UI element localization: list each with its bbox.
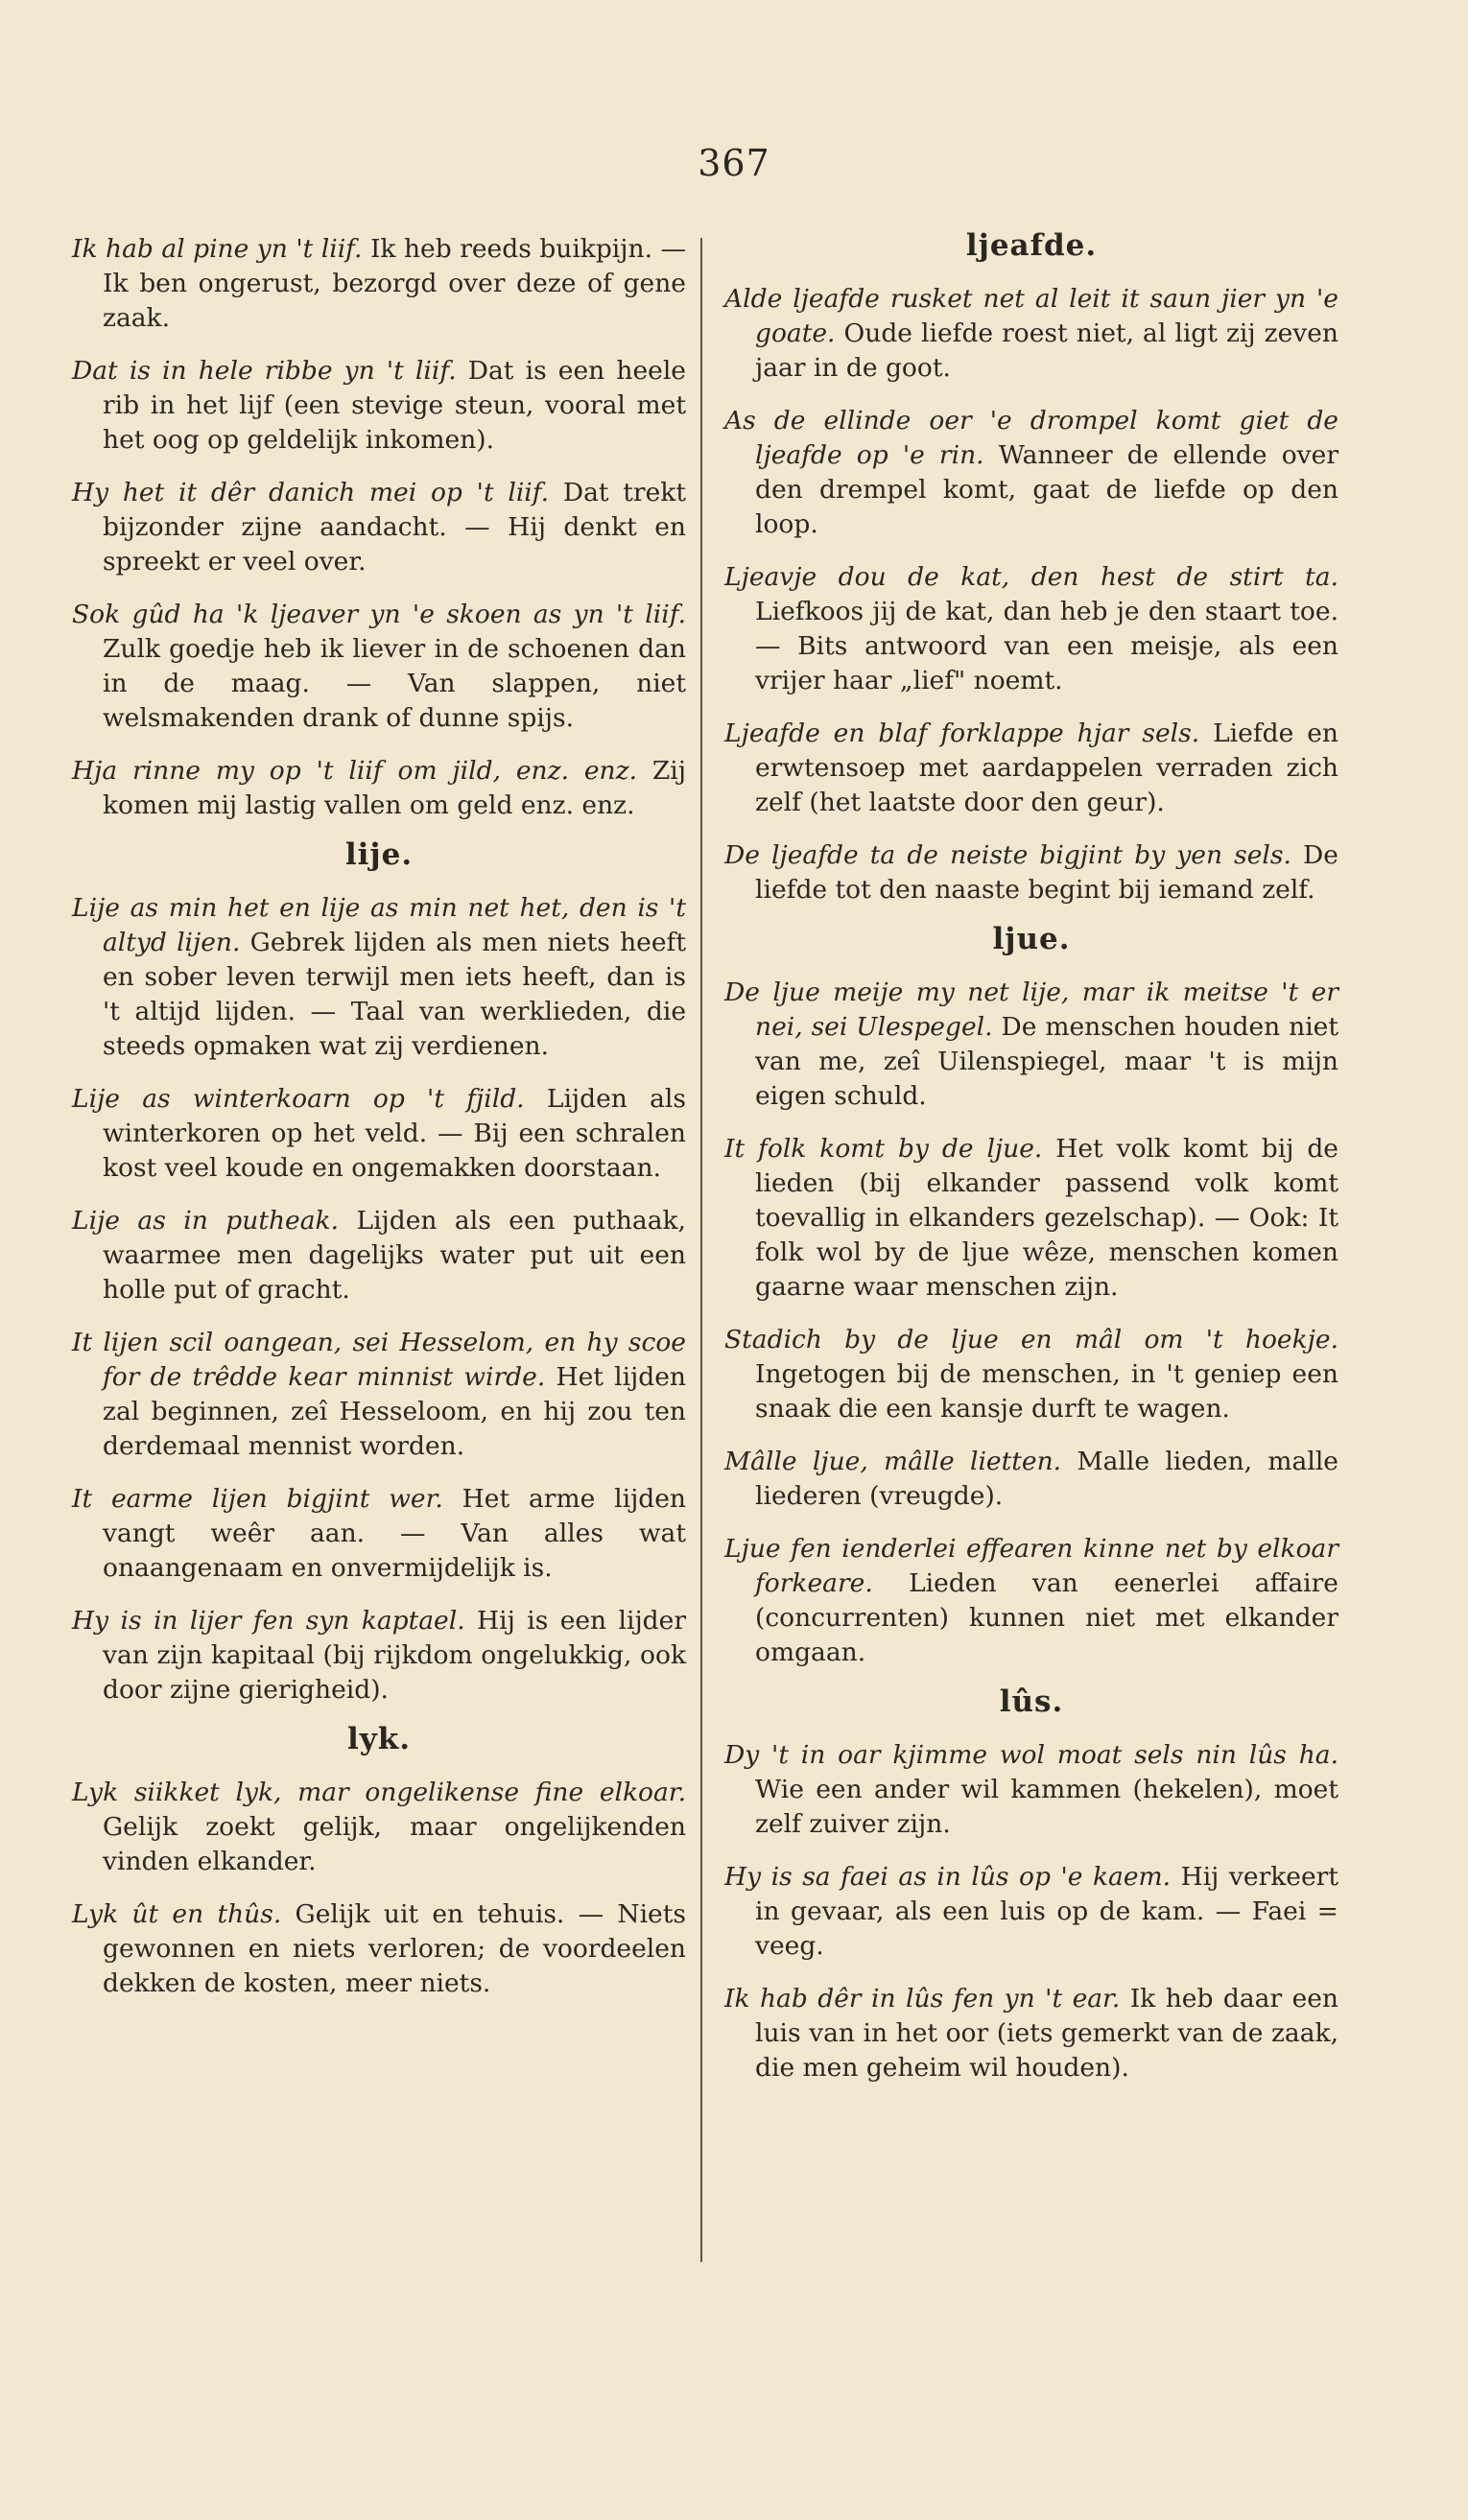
- dutch-translation: Ik heb daar een luis van in het oor (iets gemerkt van de zaak, die men geheim wil houden).: [755, 1984, 1339, 2083]
- proverb-entry: [72, 891, 686, 1064]
- frisian-proverb: Lyk ût en thûs.: [72, 1899, 282, 1929]
- frisian-proverb: Ljeavje dou de kat, den hest de stirt ta.: [724, 562, 1338, 592]
- frisian-proverb: Hy is in lijer fen syn kaptael.: [72, 1606, 465, 1636]
- proverb-entry: [72, 1082, 686, 1186]
- frisian-proverb: De ljue meije my net lije, mar ik meitse 't er nei, sei Ulespegel.: [724, 977, 1338, 1042]
- dutch-translation: Liefkoos jij de kat, dan heb je den staart toe. — Bits antwoord van een meisje, als een vrijer haar „lief" noemt.: [755, 597, 1338, 695]
- dutch-translation: De menschen houden niet van me, zeî Uilenspiegel, maar 't is mijn eigen schuld.: [755, 1012, 1338, 1111]
- dutch-translation: Lijden als winterkoren op het veld. — Bij een schralen kost veel koude en ongemakken doorstaan.: [103, 1084, 686, 1183]
- dutch-translation: Oude liefde roest niet, al ligt zij zeven jaar in de goot.: [755, 318, 1338, 383]
- dutch-translation: Wanneer de ellende over den drempel komt, gaat de liefde op den loop.: [755, 440, 1338, 539]
- proverb-entry: [72, 354, 686, 458]
- dutch-translation: Gelijk zoekt gelijk, maar ongelijkenden vinden elkander.: [103, 1812, 686, 1876]
- proverb-entry: [724, 1532, 1338, 1670]
- frisian-proverb: As de ellinde oer 'e drompel komt giet de ljeafde op 'e rin.: [724, 406, 1338, 470]
- dutch-translation: Dat is een heele rib in het lijf (een stevige steun, vooral met het oog op geldelijk inkomen).: [103, 356, 686, 455]
- dutch-translation: Liefde en erwtensoep met aardappelen verraden zich zelf (het laatste door den geur).: [755, 718, 1338, 817]
- dutch-translation: Lieden van eenerlei affaire (concurrenten) kunnen niet met elkander omgaan.: [755, 1568, 1338, 1667]
- proverb-entry: [72, 754, 686, 823]
- proverb-entry: [724, 282, 1338, 386]
- frisian-proverb: Dat is in hele ribbe yn 't liif.: [72, 356, 457, 386]
- frisian-proverb: It lijen scil oangean, sei Hesselom, en hy scoe for de trêdde kear minnist wirde.: [72, 1328, 686, 1392]
- proverb-entry: [72, 1326, 686, 1464]
- frisian-proverb: Hy het it dêr danich mei op 't liif.: [72, 478, 550, 507]
- dutch-translation: Hij verkeert in gevaar, als een luis op de kam. — Faei = veeg.: [755, 1862, 1338, 1961]
- proverb-entry: [724, 976, 1338, 1114]
- frisian-proverb: Stadich by de ljue en mâl om 't hoekje.: [724, 1325, 1338, 1354]
- proverb-entry: [724, 1445, 1338, 1514]
- frisian-proverb: Alde ljeafde rusket net al leit it saun jier yn 'e goate.: [724, 284, 1338, 348]
- page-number: 367: [698, 142, 770, 184]
- proverb-entry: [72, 1604, 686, 1707]
- proverb-entry: [724, 1323, 1338, 1426]
- section-heading: lûs.: [999, 1684, 1064, 1719]
- column-divider: [700, 238, 702, 2262]
- dutch-translation: Malle lieden, malle liederen (vreugde).: [755, 1447, 1338, 1511]
- frisian-proverb: Ljue fen ienderlei effearen kinne net by elkoar forkeare.: [724, 1534, 1338, 1598]
- proverb-entry: [724, 717, 1338, 820]
- dutch-translation: Zij komen mij lastig vallen om geld enz. enz.: [103, 756, 686, 820]
- frisian-proverb: Lije as winterkoarn op 't fjild.: [72, 1084, 525, 1114]
- dutch-translation: Ik heb reeds buikpijn. — Ik ben ongerust, bezorgd over deze of gene zaak.: [103, 234, 686, 333]
- dutch-translation: Wie een ander wil kammen (hekelen), moet zelf zuiver zijn.: [755, 1775, 1338, 1839]
- dutch-translation: Het lijden zal beginnen, zeî Hesseloom, en hij zou ten derdemaal mennist worden.: [103, 1362, 686, 1461]
- proverb-entry: [724, 1982, 1338, 2085]
- frisian-proverb: Sok gûd ha 'k ljeaver yn 'e skoen as yn 't liif.: [72, 600, 686, 629]
- section-heading: lyk.: [346, 1722, 412, 1756]
- frisian-proverb: It earme lijen bigjint wer.: [72, 1484, 443, 1514]
- frisian-proverb: Dy 't in oar kjimme wol moat sels nin lûs ha.: [724, 1740, 1338, 1770]
- frisian-proverb: De ljeafde ta de neiste bigjint by yen sels.: [724, 840, 1291, 870]
- frisian-proverb: It folk komt by de ljue.: [724, 1134, 1043, 1164]
- dutch-translation: Lijden als een puthaak, waarmee men dagelijks water put uit een holle put of gracht.: [103, 1206, 686, 1305]
- proverb-entry: [72, 476, 686, 579]
- proverb-entry: [72, 232, 686, 336]
- dutch-translation: Gelijk uit en tehuis. — Niets gewonnen en niets verloren; de voordeelen dekken de kosten, meer niets.: [103, 1899, 686, 1998]
- proverb-entry: [72, 1897, 686, 2001]
- proverb-entry: [72, 1482, 686, 1586]
- frisian-proverb: Lyk siikket lyk, mar ongelikense fine elkoar.: [72, 1778, 686, 1807]
- frisian-proverb: Hja rinne my op 't liif om jild, enz. enz.: [72, 756, 637, 786]
- frisian-proverb: Ik hab dêr in lûs fen yn 't ear.: [724, 1984, 1121, 2014]
- proverb-entry: [724, 838, 1338, 907]
- dutch-translation: Gebrek lijden als men niets heeft en sober leven terwijl men iets heeft, dan is 't altijd lijden. — Taal van werklieden, die steeds opmaken wat zij verdienen.: [103, 928, 686, 1061]
- right-column: [724, 228, 1339, 2104]
- proverb-entry: [724, 1860, 1338, 1964]
- dutch-translation: Hij is een lijder van zijn kapitaal (bij rijkdom ongelukkig, ook door zijne gierigheid).: [103, 1606, 686, 1705]
- dutch-translation: Het arme lijden vangt weêr aan. — Van alles wat onaangenaam en onvermijdelijk is.: [103, 1484, 686, 1583]
- proverb-entry: [724, 560, 1338, 698]
- section-heading: ljue.: [992, 922, 1071, 956]
- section-heading: ljeafde.: [965, 228, 1098, 263]
- dutch-translation: Zulk goedje heb ik liever in de schoenen dan in de maag. — Van slappen, niet welsmakenden drank of dunne spijs.: [103, 634, 686, 733]
- proverb-entry: [72, 598, 686, 736]
- left-column: [72, 232, 686, 2019]
- proverb-entry: [72, 1204, 686, 1307]
- dutch-translation: Het volk komt bij de lieden (bij elkander passend volk komt toevallig in elkanders gezelschap). — Ook: It folk wol by de ljue wêze, menschen komen gaarne waar menschen zijn.: [755, 1134, 1338, 1302]
- dutch-translation: Ingetogen bij de menschen, in 't geniep een snaak die een kansje durft te wagen.: [755, 1359, 1338, 1424]
- frisian-proverb: Hy is sa faei as in lûs op 'e kaem.: [724, 1862, 1172, 1892]
- frisian-proverb: Ljeafde en blaf forklappe hjar sels.: [724, 718, 1200, 748]
- proverb-entry: [724, 1132, 1338, 1305]
- proverb-entry: [724, 1738, 1338, 1842]
- proverb-entry: [72, 1776, 686, 1879]
- proverb-entry: [724, 404, 1338, 542]
- section-heading: lije.: [344, 837, 414, 872]
- dutch-translation: De liefde tot den naaste begint bij iemand zelf.: [755, 840, 1338, 905]
- frisian-proverb: Lije as min het en lije as min net het, den is 't altyd lijen.: [72, 893, 686, 957]
- frisian-proverb: Mâlle ljue, mâlle lietten.: [724, 1447, 1062, 1476]
- frisian-proverb: Lije as in putheak.: [72, 1206, 339, 1236]
- frisian-proverb: Ik hab al pine yn 't liif.: [72, 234, 363, 264]
- dutch-translation: Dat trekt bijzonder zijne aandacht. — Hij denkt en spreekt er veel over.: [103, 478, 686, 577]
